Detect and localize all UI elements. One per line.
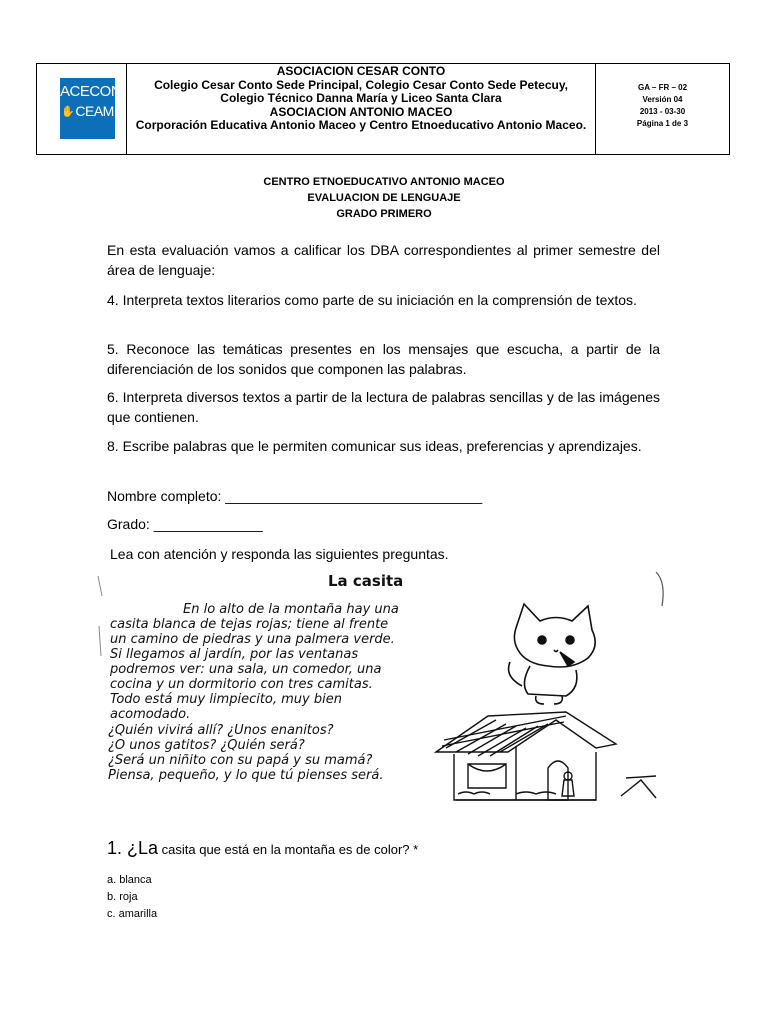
question-text: casita que está en la montaña es de color? * — [158, 842, 419, 857]
reading-line: ¿Quién vivirá allí? ¿Unos enanitos? — [108, 723, 334, 738]
reading-line: cocina y un dormitorio con tres camitas. — [110, 677, 373, 692]
instructions: Lea con atención y responda las siguientes preguntas. — [110, 546, 449, 562]
reading-la-casita — [96, 566, 674, 806]
header-title-line: ASOCIACION CESAR CONTO — [276, 64, 446, 78]
document-header — [36, 63, 730, 155]
reading-line: En lo alto de la montaña hay una — [183, 602, 399, 617]
answer-option[interactable]: c. amarilla — [107, 908, 158, 920]
reading-line: Piensa, pequeño, y lo que tú pienses será. — [108, 768, 384, 783]
answer-option[interactable]: b. roja — [107, 891, 138, 903]
name-field[interactable]: Nombre completo: _________________________________ — [107, 488, 483, 504]
dba-item: 4. Interpreta textos literarios como parte de su iniciación en la comprensión de textos. — [107, 292, 637, 308]
scan-artifact — [98, 576, 102, 656]
code-line: 2013 - 03-30 — [639, 107, 686, 116]
header-title-line: ASOCIACION ANTONIO MACEO — [269, 104, 453, 119]
header-title — [127, 64, 596, 154]
scan-artifact — [656, 572, 663, 606]
reading-line: ¿O unos gatitos? ¿Quién será? — [108, 738, 305, 753]
logo-text-top: ACECON — [60, 83, 122, 100]
document-code — [596, 64, 729, 154]
logo-cell — [37, 64, 127, 154]
intro-paragraph: En esta evaluación vamos a calificar los DBA correspondientes al primer semestre del área de lenguaje: — [107, 242, 660, 278]
hands-icon: ✋ — [61, 106, 75, 118]
reading-line: acomodado. — [110, 707, 191, 722]
logo-text-bottom — [60, 103, 115, 120]
grade-field[interactable]: Grado: ______________ — [107, 516, 263, 532]
reading-line: ¿Será un niñito con su papá y su mamá? — [108, 753, 373, 768]
reading-line: podremos ver: una sala, un comedor, una — [110, 662, 382, 677]
code-line: Página 1 de 3 — [636, 119, 689, 128]
question-1 — [107, 838, 418, 859]
dba-item: 8. Escribe palabras que le permiten comunicar sus ideas, preferencias y aprendizajes. — [107, 438, 642, 454]
header-title-line: Colegio Técnico Danna María y Liceo Santa Clara — [220, 91, 502, 105]
code-line: GA – FR – 02 — [637, 83, 688, 92]
header-title-line: Corporación Educativa Antonio Maceo y Centro Etnoeducativo Antonio Maceo. — [135, 118, 587, 132]
code-line: Versión 04 — [642, 95, 683, 104]
logo-bottom-label: CEAM — [75, 103, 114, 119]
answer-option[interactable]: a. blanca — [107, 874, 152, 886]
school-name: CENTRO ETNOEDUCATIVO ANTONIO MACEO — [263, 176, 505, 188]
reading-line: casita blanca de tejas rojas; tiene al frente — [110, 617, 389, 632]
dba-item: 5. Reconoce las temáticas presentes en los mensajes que escucha, a partir de la diferenciación de los sonidos que componen las palabras. — [107, 341, 660, 377]
house-illustration — [436, 712, 656, 800]
reading-line: un camino de piedras y una palmera verde. — [110, 632, 395, 647]
grade-level: GRADO PRIMERO — [336, 208, 432, 220]
question-number: 1. ¿La — [107, 838, 159, 858]
reading-line: Si llegamos al jardín, por las ventanas — [110, 647, 359, 662]
reading-title: La casita — [328, 572, 404, 590]
acecon-ceam-logo — [60, 78, 122, 139]
kitten-illustration — [509, 604, 596, 704]
dba-item: 6. Interpreta diversos textos a partir de la lectura de palabras sencillas y de las imágenes que contienen. — [107, 389, 660, 425]
header-title-line: Colegio Cesar Conto Sede Principal, Colegio Cesar Conto Sede Petecuy, — [154, 77, 568, 92]
reading-line: Todo está muy limpiecito, muy bien — [110, 692, 342, 707]
exam-title: EVALUACION DE LENGUAJE — [307, 192, 461, 204]
